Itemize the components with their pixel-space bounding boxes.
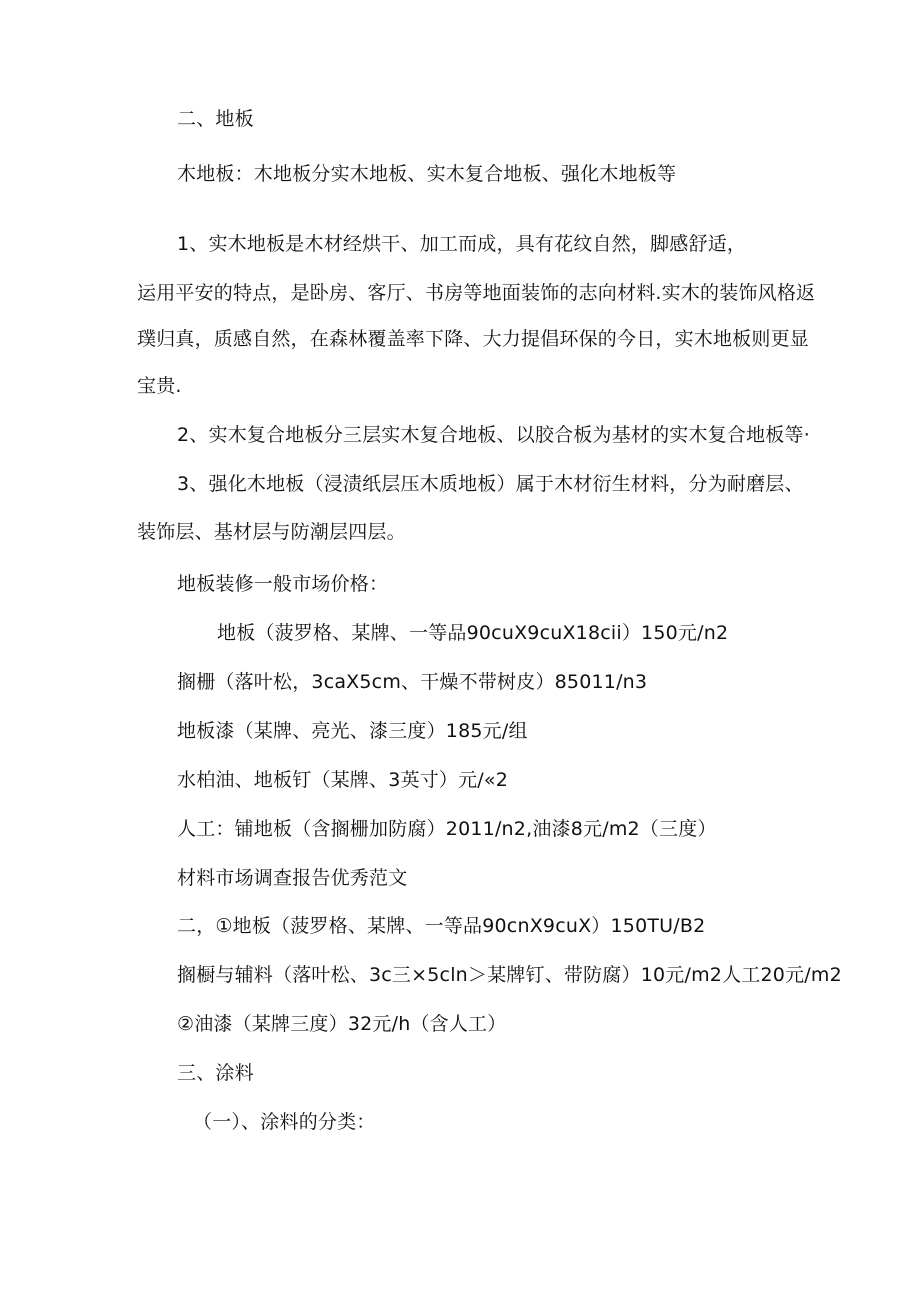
- price-item: 人工：铺地板（含搁栅加防腐）2011∕n2,油漆8元/m2（三度）: [177, 818, 717, 840]
- report-item: 搁橱与辅料（落叶松、3c三×5cln＞某牌钉、带防腐）10元/m2人工20元/m2: [177, 964, 842, 986]
- item3-line2: 装饰层、基材层与防潮层四层。: [137, 521, 406, 543]
- report-title: 材料市场调查报告优秀范文: [177, 867, 408, 889]
- report-item: ②油漆（某牌三度）32元∕h（含人工）: [177, 1013, 507, 1035]
- price-item: 地板（菠罗格、某牌、一等品90cuX9cuX18cii）150元∕n2: [217, 622, 729, 644]
- price-item: 搁栅（落叶松，3caX5cm、干燥不带树皮）85011∕n3: [177, 671, 648, 693]
- item1-line2: 运用平安的特点，是卧房、客厅、书房等地面装饰的志向材料.实木的装饰风格返: [137, 282, 816, 304]
- price-title: 地板装修一般市场价格：: [177, 573, 389, 595]
- item3-line1: 3、强化木地板（浸渍纸层压木质地板）属于木材衍生材料，分为耐磨层、: [177, 473, 804, 495]
- paint-subheading: （一）、涂料的分类：: [193, 1111, 376, 1133]
- report-item: 二，①地板（菠罗格、某牌、一等品90cnX9cuX）150TU∕B2: [177, 915, 706, 937]
- item1-line3: 璞归真，质感自然，在森林覆盖率下降、大力提倡环保的今日，实木地板则更显: [137, 328, 810, 350]
- price-item: 地板漆（某牌、亮光、漆三度）185元/组: [177, 720, 528, 742]
- price-item: 水柏油、地板钉（某牌、3英寸）元/«2: [177, 769, 509, 791]
- item1-line1: 1、实木地板是木材经烘干、加工而成，具有花纹自然，脚感舒适，: [177, 233, 747, 255]
- floor-intro: 木地板：木地板分实木地板、实木复合地板、强化木地板等: [177, 163, 677, 185]
- item2: 2、实木复合地板分三层实木复合地板、以胶合板为基材的实木复合地板等·: [177, 424, 810, 446]
- section-heading-paint: 三、涂料: [177, 1062, 254, 1084]
- section-heading-floor: 二、地板: [177, 108, 254, 130]
- item1-line4: 宝贵.: [137, 375, 182, 397]
